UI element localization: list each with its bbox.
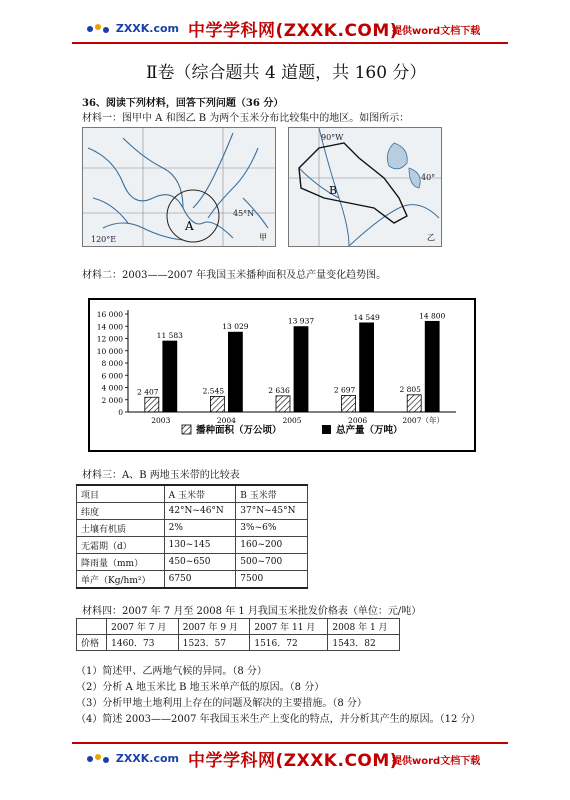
- bar: [228, 332, 242, 412]
- lat-label: 40°: [421, 173, 436, 182]
- lat-label: 45°N: [233, 209, 255, 218]
- table-header-cell: A 玉米带: [164, 485, 236, 503]
- table-cell: 37°N~45°N: [236, 503, 308, 520]
- table-cell: 7500: [236, 571, 308, 589]
- table-cell: 160~200: [236, 537, 308, 554]
- table-cell: 6750: [164, 571, 236, 589]
- bar: [210, 396, 224, 412]
- legend-swatch-solid: [322, 425, 331, 434]
- map-label-b: B: [329, 184, 338, 197]
- footer-title: 中学学科网(ZXXK.COM): [188, 751, 399, 771]
- table-cell: 2%: [164, 520, 236, 537]
- map-name-jia: 甲: [259, 233, 267, 242]
- material-4-title: 材料四：2007 年 7 月至 2008 年 1 月我国玉米批发价格表（单位：元/吨）: [82, 606, 422, 617]
- table-cell: 土壤有机质: [77, 520, 165, 537]
- x-tick-label: 2006: [348, 416, 368, 425]
- table-row: [77, 571, 308, 589]
- table-row: [77, 537, 308, 554]
- y-tick-label: 12 000: [96, 334, 123, 344]
- table-cell: 2007 年 11 月: [250, 619, 328, 635]
- table-cell: 3%~6%: [236, 520, 308, 537]
- data-label: 13 937: [287, 316, 315, 326]
- y-tick-label: 2 000: [101, 395, 123, 405]
- bar: [425, 321, 439, 412]
- table-cell: 无霜期（d）: [77, 537, 165, 554]
- table-cell: 1543．82: [328, 635, 400, 651]
- map-jia: [82, 127, 276, 247]
- data-label: 2 697: [333, 385, 356, 395]
- table-header-cell: 项目: [77, 485, 165, 503]
- table-row: [77, 635, 400, 651]
- bar: [276, 396, 290, 412]
- table-header-cell: B 玉米带: [236, 485, 308, 503]
- table-cell: 1460．73: [107, 635, 179, 651]
- legend-swatch-hatch: [182, 425, 191, 434]
- table-header-row: [77, 619, 400, 635]
- bar: [294, 327, 308, 412]
- table-cell: 130~145: [164, 537, 236, 554]
- footer-divider: [72, 742, 508, 744]
- map-name-yi: 乙: [427, 233, 435, 242]
- logo-icon: [86, 753, 112, 765]
- site-logo: ZXXK.com: [86, 22, 179, 35]
- data-label: 2 636: [268, 385, 290, 395]
- y-tick-label: 10 000: [96, 346, 123, 356]
- site-title: 中学学科网(ZXXK.COM): [188, 21, 399, 41]
- table-cell: 2007 年 7 月: [107, 619, 179, 635]
- sub-question-3: （3）分析甲地土地利用上存在的问题及解决的主要措施。（8 分）: [76, 698, 367, 709]
- table-cell: 降雨量（mm）: [77, 554, 165, 571]
- y-tick-label: 16 000: [96, 310, 123, 319]
- sub-question-4: （4）简述 2003——2007 年我国玉米生产上变化的特点，并分析其产生的原因。（12 分）: [76, 714, 481, 725]
- bar: [163, 341, 177, 412]
- legend-label: 播种面积（万公顷）: [196, 425, 282, 436]
- y-tick-label: 14 000: [96, 322, 123, 332]
- sub-question-1: （1）简述甲、乙两地气候的异同。（8 分）: [76, 666, 267, 677]
- site-subtitle: 提供word文档下载: [392, 26, 481, 37]
- y-tick-label: 6 000: [101, 371, 123, 381]
- y-tick-label: 0: [118, 408, 123, 417]
- lon-label: 90°W: [321, 133, 344, 142]
- data-label: 11 583: [156, 331, 183, 341]
- bar: [342, 395, 356, 412]
- header-divider: [72, 42, 508, 44]
- table-cell: [77, 619, 107, 635]
- data-label: 2.545: [202, 386, 225, 396]
- footer-logo: ZXXK.com: [86, 752, 179, 765]
- table-cell: 450~650: [164, 554, 236, 571]
- data-label: 2 407: [137, 387, 159, 397]
- bar: [145, 397, 159, 412]
- data-label: 14 549: [353, 312, 380, 322]
- table-cell: 42°N~46°N: [164, 503, 236, 520]
- table-cell: 2008 年 1 月: [328, 619, 400, 635]
- legend-label: 总产量（万吨）: [336, 425, 403, 436]
- chart-svg: [90, 300, 474, 450]
- data-label: 2 805: [399, 384, 421, 394]
- table-cell: 1523．57: [178, 635, 250, 651]
- data-label: 14 800: [419, 311, 446, 321]
- footer-subtitle: 提供word文档下载: [392, 756, 481, 767]
- map-yi: [288, 127, 442, 247]
- lon-label: 120°E: [91, 235, 117, 244]
- bar-chart: [88, 298, 476, 452]
- bar: [407, 395, 421, 412]
- data-label: 13 029: [222, 322, 249, 332]
- x-tick-label: 2004: [216, 416, 236, 425]
- map-label-a: A: [185, 219, 194, 233]
- bar: [360, 323, 374, 412]
- table-cell: 单产（Kg/hm²）: [77, 571, 165, 589]
- sub-question-2: （2）分析 A 地玉米比 B 地玉米单产低的原因。（8 分）: [76, 682, 325, 693]
- table-row: [77, 554, 308, 571]
- compare-table: [76, 484, 308, 589]
- volume-title: Ⅱ卷（综合题共 4 道题，共 160 分）: [146, 63, 427, 83]
- x-tick-label: 2003: [151, 416, 171, 425]
- table-cell: 500~700: [236, 554, 308, 571]
- table-row: [77, 520, 308, 537]
- table-cell: 价格: [77, 635, 107, 651]
- y-tick-label: 8 000: [101, 359, 123, 368]
- table-row: [77, 503, 308, 520]
- material-1: 材料一：图甲中 A 和图乙 B 为两个玉米分布比较集中的地区。如图所示：: [82, 113, 410, 124]
- price-table: [76, 618, 400, 651]
- table-cell: 1516．72: [250, 635, 328, 651]
- table-cell: 2007 年 9 月: [178, 619, 250, 635]
- table-cell: 纬度: [77, 503, 165, 520]
- material-2: 材料二：2003——2007 年我国玉米播种面积及总产量变化趋势图。: [82, 270, 387, 281]
- question-title: 36、阅读下列材料，回答下列问题（36 分）: [82, 98, 284, 109]
- logo-icon: [86, 23, 112, 35]
- material-3-title: 材料三：A、B 两地玉米带的比较表: [82, 470, 240, 481]
- x-tick-label: 2007（年）: [402, 416, 444, 425]
- y-tick-label: 4 000: [101, 383, 123, 393]
- table-header-row: [77, 485, 308, 503]
- x-tick-label: 2005: [282, 416, 302, 425]
